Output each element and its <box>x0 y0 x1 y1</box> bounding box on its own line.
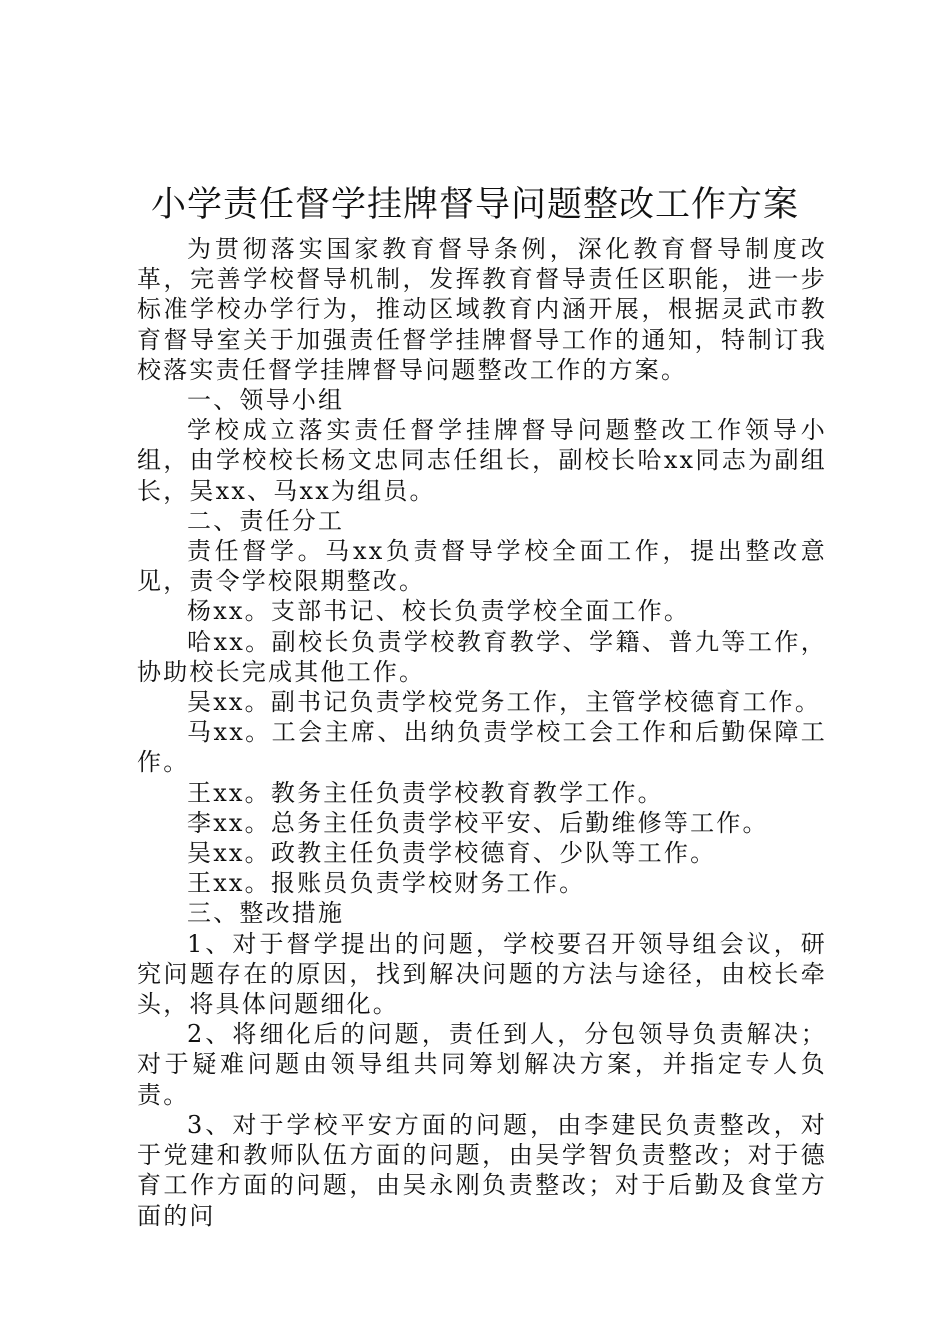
measure-item: 2、将细化后的问题，责任到人，分包领导负责解决；对于疑难问题由领导组共同筹划解决方案，并指定专人负责。 <box>137 1020 827 1109</box>
section-heading-measures: 三、整改措施 <box>187 899 345 928</box>
duty-item: 李xx。总务主任负责学校平安、后勤维修等工作。 <box>187 808 769 837</box>
measure-item: 3、对于学校平安方面的问题，由李建民负责整改，对于党建和教师队伍方面的问题，由吴学智负责整改；对于德育工作方面的问题，由吴永刚负责整改；对于后勤及食堂方面的问 <box>137 1110 827 1230</box>
duty-item: 责任督学。马xx负责督导学校全面工作，提出整改意见，责令学校限期整改。 <box>137 537 827 596</box>
duty-item: 杨xx。支部书记、校长负责学校全面工作。 <box>187 597 691 626</box>
intro-paragraph: 为贯彻落实国家教育督导条例，深化教育督导制度改革，完善学校督导机制，发挥教育督导责任区职能，进一步标准学校办学行为，推动区域教育内涵开展，根据灵武市教育督导室关于加强责任督学挂牌督导工作的通知，特制订我校落实责任督学挂牌督导问题整改工作的方案。 <box>137 235 827 384</box>
duty-item: 吴xx。政教主任负责学校德育、少队等工作。 <box>187 839 717 868</box>
section-heading-responsibilities: 二、责任分工 <box>187 506 345 535</box>
duty-item: 吴xx。副书记负责学校党务工作，主管学校德育工作。 <box>187 688 822 717</box>
leadership-paragraph: 学校成立落实责任督学挂牌督导问题整改工作领导小组，由学校校长杨文忠同志任组长，副校长哈xx同志为副组长，吴xx、马xx为组员。 <box>137 416 827 505</box>
duty-item: 马xx。工会主席、出纳负责学校工会工作和后勤保障工作。 <box>137 718 827 777</box>
duty-item: 王xx。教务主任负责学校教育教学工作。 <box>187 778 664 807</box>
duty-item: 王xx。报账员负责学校财务工作。 <box>187 869 586 898</box>
duty-item: 哈xx。副校长负责学校教育教学、学籍、普九等工作，协助校长完成其他工作。 <box>137 627 827 686</box>
document-title: 小学责任督学挂牌督导问题整改工作方案 <box>150 185 799 225</box>
measure-item: 1、对于督学提出的问题，学校要召开领导组会议，研究问题存在的原因，找到解决问题的方法与途径，由校长牵头，将具体问题细化。 <box>137 929 827 1019</box>
section-heading-leadership: 一、领导小组 <box>187 386 345 415</box>
document-body <box>137 234 827 1231</box>
